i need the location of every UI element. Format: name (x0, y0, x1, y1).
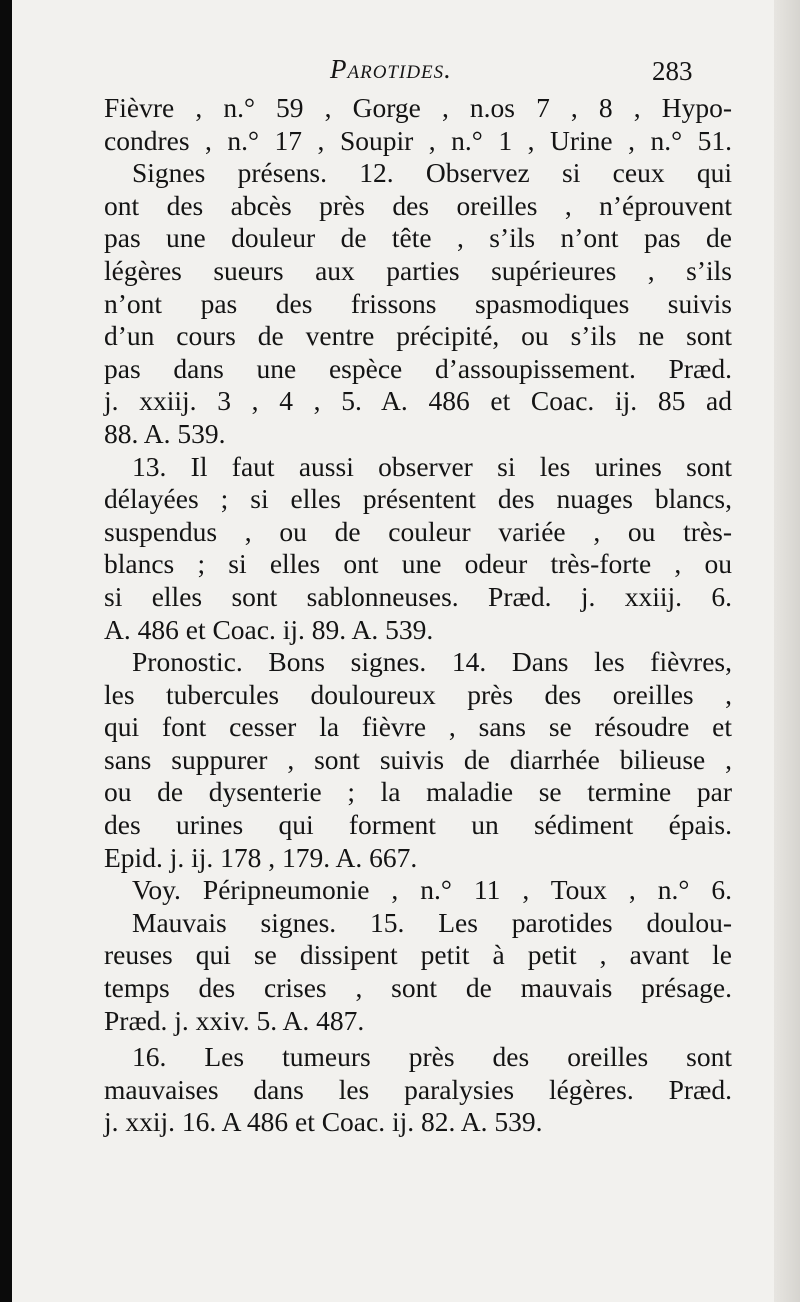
text-line: si elles sont sablonneuses. Præd. j. xxiij. 6. (104, 580, 732, 612)
text-line: Voy. Péripneumonie , n.° 11 , Toux , n.° 6. (132, 874, 732, 906)
text-line: Fièvre , n.° 59 , Gorge , n.os 7 , 8 , Hypo- (104, 92, 732, 123)
text-line: les tubercules douloureux près des oreilles , (104, 678, 732, 710)
book-page (12, 0, 800, 1302)
page-header (12, 50, 800, 90)
text-line: Præd. j. xxiv. 5. A. 487. (104, 1004, 365, 1036)
text-line: condres , n.° 17 , Soupir , n.° 1 , Urine , n.° 51. (104, 124, 732, 156)
page-edge-shadow (774, 0, 800, 1302)
text-line: ou de dysenterie ; la maladie se termine par (104, 776, 732, 808)
text-line: 16. Les tumeurs près des oreilles sont (132, 1041, 732, 1073)
text-line: reuses qui se dissipent petit à petit , avant le (104, 939, 732, 971)
text-line: 13. Il faut aussi observer si les urines sont (132, 450, 732, 482)
text-line: Epid. j. ij. 178 , 179. A. 667. (104, 841, 418, 873)
body-text (104, 92, 732, 1139)
text-line: blancs ; si elles ont une odeur très-forte , ou (104, 548, 732, 580)
text-line: A. 486 et Coac. ij. 89. A. 539. (104, 613, 434, 645)
text-line: 88. A. 539. (104, 417, 226, 449)
text-line: pas dans une espèce d’assoupissement. Præd. (104, 352, 732, 384)
text-line: sans suppurer , sont suivis de diarrhée bilieuse , (104, 743, 732, 775)
text-line: d’un cours de ventre précipité, ou s’ils ne sont (104, 320, 732, 352)
page-number: 283 (652, 56, 693, 86)
text-line: ont des abcès près des oreilles , n’éprouvent (104, 189, 732, 221)
text-line: j. xxij. 16. A 486 et Coac. ij. 82. A. 539. (104, 1106, 543, 1138)
text-line: suspendus , ou de couleur variée , ou très- (104, 515, 732, 547)
text-line: qui font cesser la fièvre , sans se résoudre et (104, 711, 732, 743)
text-line: légères sueurs aux parties supérieures , s’ils (104, 254, 732, 286)
text-line: des urines qui forment un sédiment épais. (104, 809, 732, 841)
text-line: j. xxiij. 3 , 4 , 5. A. 486 et Coac. ij. 85 ad (104, 385, 732, 417)
text-line: n’ont pas des frissons spasmodiques suivis (104, 287, 732, 319)
running-title: Parotides. (330, 54, 452, 84)
text-line: mauvaises dans les paralysies légères. Præd. (104, 1073, 732, 1105)
text-line: Mauvais signes. 15. Les parotides doulou- (132, 906, 732, 938)
text-line: temps des crises , sont de mauvais présage. (104, 972, 732, 1004)
text-line: Signes présens. 12. Observez si ceux qui (132, 157, 732, 189)
text-line: délayées ; si elles présentent des nuages blancs, (104, 483, 732, 515)
text-line: Pronostic. Bons signes. 14. Dans les fièvres, (132, 646, 732, 678)
text-line: pas une douleur de tête , s’ils n’ont pas de (104, 222, 732, 254)
